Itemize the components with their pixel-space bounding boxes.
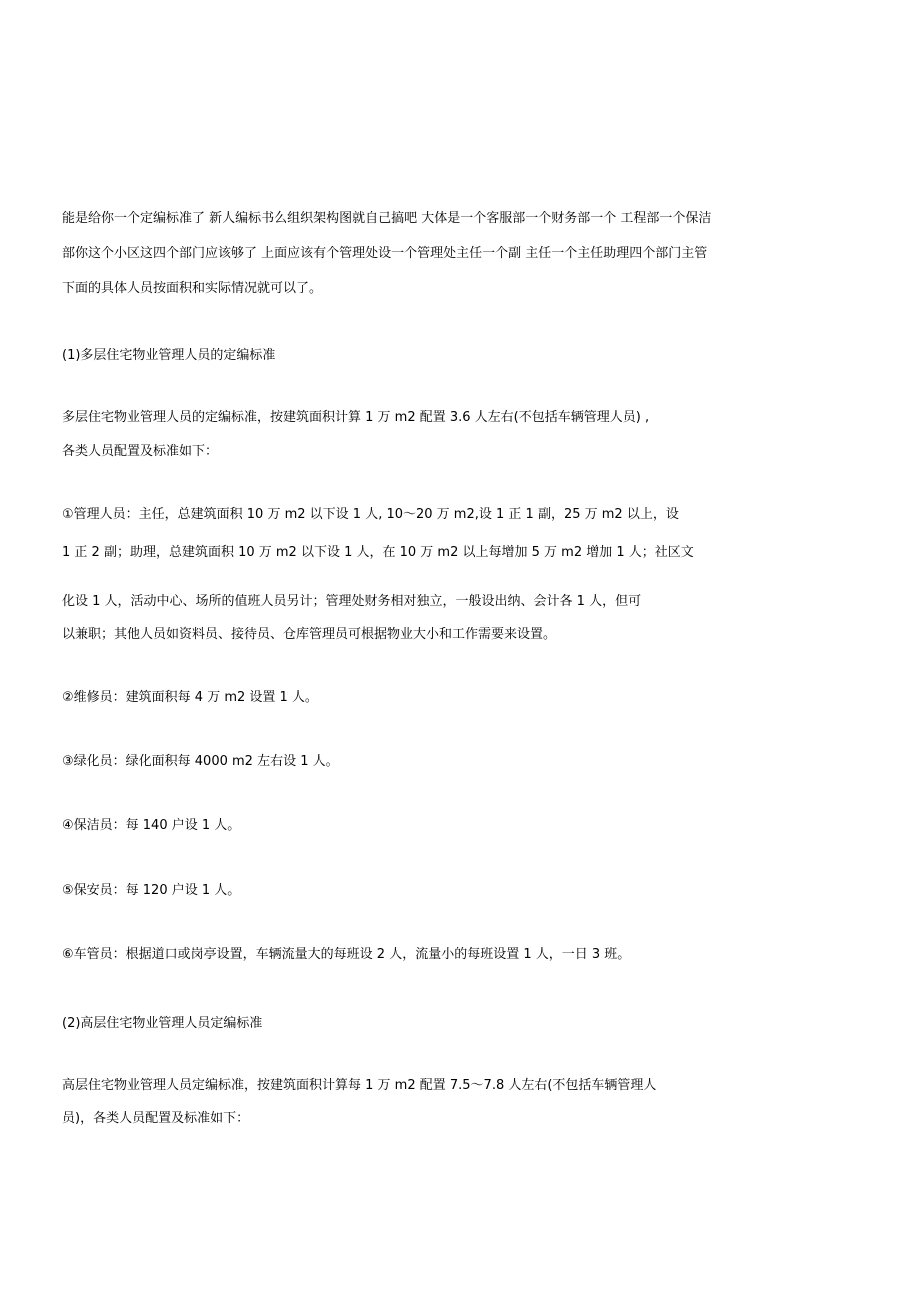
section-1-summary-line-1: 多层住宅物业管理人员的定编标准，按建筑面积计算 1 万 m2 配置 3.6 人左右(不包括车辆管理人员) , [62, 410, 650, 425]
cleaning-staff-item: ④保洁员：每 140 户设 1 人。 [62, 818, 241, 833]
management-staff-line-2: 1 正 2 副；助理，总建筑面积 10 万 m2 以下设 1 人，在 10 万 m2 以上每增加 5 万 m2 增加 1 人；社区文 [62, 545, 694, 560]
section-2-summary-line-1: 高层住宅物业管理人员定编标准，按建筑面积计算每 1 万 m2 配置 7.5〜7.8 人左右(不包括车辆管理人 [62, 1078, 657, 1093]
greening-staff-item: ③绿化员：绿化面积每 4000 m2 左右设 1 人。 [62, 754, 339, 769]
section-1-heading: (1)多层住宅物业管理人员的定编标准 [62, 348, 276, 363]
section-2-summary-line-2: 员)，各类人员配置及标准如下： [62, 1111, 250, 1126]
intro-line-1: 能是给你一个定编标准了 新人编标书么组织架构图就自己搞吧 大体是一个客服部一个财务部一个 工程部一个保洁 [62, 211, 712, 226]
management-staff-line-1: ①管理人员：主任，总建筑面积 10 万 m2 以下设 1 人, 10〜20 万 m2,设 1 正 1 副，25 万 m2 以上，设 [62, 507, 679, 522]
repair-staff-item: ②维修员：建筑面积每 4 万 m2 设置 1 人。 [62, 690, 318, 705]
section-1-summary-line-2: 各类人员配置及标准如下： [62, 444, 219, 459]
management-staff-line-3: 化设 1 人，活动中心、场所的值班人员另计；管理处财务相对独立，一般设出纳、会计各 1 人，但可 [62, 594, 642, 609]
vehicle-staff-item: ⑥车管员：根据道口或岗亭设置，车辆流量大的每班设 2 人，流量小的每班设置 1 人，一日 3 班。 [62, 947, 631, 962]
security-staff-item: ⑤保安员：每 120 户设 1 人。 [62, 883, 241, 898]
intro-line-3: 下面的具体人员按面积和实际情况就可以了。 [62, 281, 323, 296]
management-staff-line-4: 以兼职；其他人员如资料员、接待员、仓库管理员可根据物业大小和工作需要来设置。 [62, 627, 557, 642]
section-2-heading: (2)高层住宅物业管理人员定编标准 [62, 1016, 263, 1031]
intro-line-2: 部你这个小区这四个部门应该够了 上面应该有个管理处设一个管理处主任一个副 主任一个主任助理四个部门主管 [62, 246, 708, 261]
